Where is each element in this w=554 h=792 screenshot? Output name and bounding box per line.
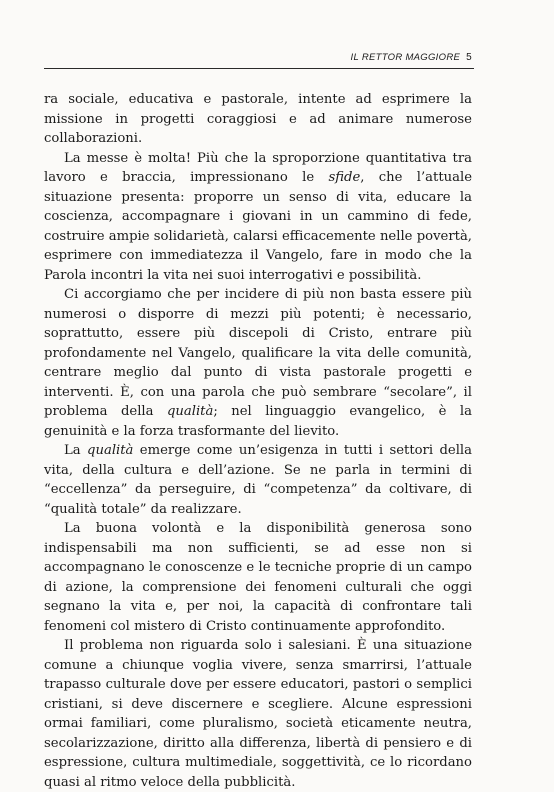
emphasis: qualità (166, 404, 214, 419)
running-header (44, 52, 472, 66)
paragraph: La buona volontà e la disponibilità generosa sono indispensabili ma non sufficienti, se ad esse non si accompagnano le conoscenze e le tecniche proprie di un campo di azione, la comprensione dei fenomeni culturali che oggi segnano la vita e, per noi, la capacità di confrontare tali fenomeni col mistero di Cristo continuamente approfondito. (44, 521, 472, 634)
paragraph: ra sociale, educativa e pastorale, intente ad esprimere la missione in progetti coraggiosi e ad animare numerose collaborazioni. (44, 92, 472, 146)
body-text (44, 90, 472, 792)
paragraph: La qualità emerge come un’esigenza in tutti i settori della vita, della cultura e dell’azione. Se ne parla in termini di “eccellenza” da perseguire, di “competenza” da coltivare, di “qualità totale” da realizzare. (44, 443, 473, 517)
header-rule (44, 68, 474, 69)
paragraph: Il problema non riguarda solo i salesiani. È una situazione comune a chiunque voglia vivere, senza smarrirsi, l’attuale trapasso culturale dove per essere educatori, pastori o semplici cristiani, si deve discernere e scegliere. Alcune espressioni ormai familiari, come pluralismo, società eticamente neutra, secolarizzazione, diritto alla differenza, libertà di pensiero e di espressione, cultura multimediale, soggettività, ce lo ricordano quasi al ritmo veloce della pubblicità. (44, 638, 472, 790)
page-number: 5 (466, 52, 472, 63)
paragraph: La messe è molta! Più che la sproporzione quantitativa tra lavoro e braccia, impressionano le sfide, che l’attuale situazione presenta: proporre un senso di vita, educare la coscienza, accompagnare i giovani in un cammino di fede, costruire ampie solidarietà, calarsi efficacemente nelle povertà, esprimere con immediatezza il Vangelo, fare in modo che la Parola incontri la vita nei suoi interrogativi e possibilità. (44, 150, 472, 283)
paragraph: Ci accorgiamo che per incidere di più non basta essere più numerosi o disporre di mezzi più potenti; è necessario, soprattutto, essere più discepoli di Cristo, entrare più profondamente nel Vangelo, qualificare la vita delle comunità, centrare meglio dal punto di vista pastorale progetti e interventi. È, con una parola che può sembrare “secolare”, il problema della qualità; nel linguaggio evangelico, è la genuinità e la forza trasformante del lievito. (44, 287, 472, 439)
emphasis: qualità (87, 443, 134, 458)
emphasis: sfide (328, 170, 361, 185)
running-title: IL RETTOR MAGGIORE (350, 52, 461, 63)
